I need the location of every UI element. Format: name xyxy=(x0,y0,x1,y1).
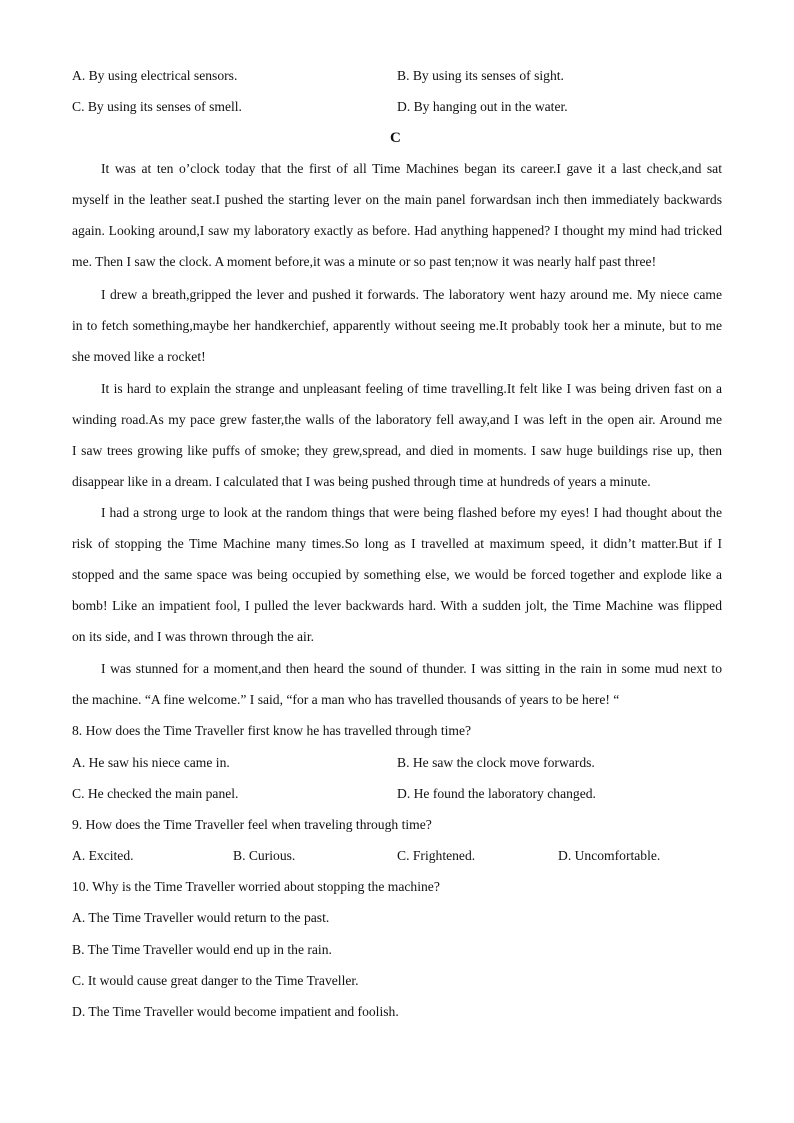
q8-option-b: B. He saw the clock move forwards. xyxy=(397,755,595,770)
section-heading: C xyxy=(390,130,401,146)
question-9: 9. How does the Time Traveller feel when traveling through time? xyxy=(72,817,432,832)
q10-option-a: A. The Time Traveller would return to the past. xyxy=(72,910,330,925)
passage-line: stopped and the same space was being occupied by something else, we would be forced together and explode like a xyxy=(72,567,722,582)
paragraph-2 xyxy=(72,286,722,379)
passage-line: in to fetch something,maybe her handkerchief, apparently without seeing me.It probably took her a minute, but to me xyxy=(72,318,722,333)
prev-option-b: B. By using its senses of sight. xyxy=(397,68,564,83)
q9-option-b: B. Curious. xyxy=(233,848,296,863)
passage-line: I had a strong urge to look at the random things that were being flashed before my eyes! I had thought about the xyxy=(101,505,722,520)
q10-option-d: D. The Time Traveller would become impatient and foolish. xyxy=(72,1004,399,1019)
passage-line: disappear like in a dream. I calculated that I was being pushed through time at hundreds of years a minute. xyxy=(72,474,651,489)
passage-line: It is hard to explain the strange and unpleasant feeling of time travelling.It felt like I was being driven fast on a xyxy=(101,381,722,396)
q8-option-c: C. He checked the main panel. xyxy=(72,786,239,801)
q9-option-c: C. Frightened. xyxy=(397,848,476,863)
prev-option-c: C. By using its senses of smell. xyxy=(72,99,242,114)
paragraph-4 xyxy=(72,504,722,659)
passage-line: I was stunned for a moment,and then heard the sound of thunder. I was sitting in the rain in some mud next to xyxy=(101,661,722,676)
question-8: 8. How does the Time Traveller first know he has travelled through time? xyxy=(72,723,472,738)
passage-line: again. Looking around,I saw my laboratory exactly as before. Had anything happened? I thought my mind had tricked xyxy=(72,223,722,238)
paragraph-3 xyxy=(72,380,722,504)
passage-line: on its side, and I was thrown through the air. xyxy=(72,629,315,644)
passage-line: I drew a breath,gripped the lever and pushed it forwards. The laboratory went hazy around me. My niece came xyxy=(101,287,722,302)
passage-line: the machine. “A fine welcome.” I said, “for a man who has travelled thousands of years to be here! “ xyxy=(72,692,620,707)
passage-line: bomb! Like an impatient fool, I pulled the lever backwards hard. With a sudden jolt, the Time Machine was flipped xyxy=(72,598,722,613)
paragraph-5 xyxy=(72,660,722,722)
question-10: 10. Why is the Time Traveller worried about stopping the machine? xyxy=(72,879,440,894)
q9-option-a: A. Excited. xyxy=(72,848,134,863)
passage-line: she moved like a rocket! xyxy=(72,349,206,364)
q8-option-a: A. He saw his niece came in. xyxy=(72,755,230,770)
q10-option-b: B. The Time Traveller would end up in the rain. xyxy=(72,942,332,957)
passage-line: I saw trees growing like puffs of smoke; they grew,spread, and died in moments. I saw huge buildings rise up, then xyxy=(72,443,722,458)
passage-line: myself in the leather seat.I pushed the starting lever on the main panel forwardsan inch then immediately backwards xyxy=(72,192,722,207)
prev-option-a: A. By using electrical sensors. xyxy=(72,68,238,83)
passage-line: me. Then I saw the clock. A moment before,it was a minute or so past ten;now it was nearly half past three! xyxy=(72,254,657,269)
q8-option-d: D. He found the laboratory changed. xyxy=(397,786,596,801)
passage-line: It was at ten o’clock today that the first of all Time Machines began its career.I gave it a last check,and sat xyxy=(101,161,722,176)
q9-option-d: D. Uncomfortable. xyxy=(558,848,661,863)
passage-line: winding road.As my pace grew faster,the walls of the laboratory fell away,and I was left in the open air. Around me xyxy=(72,412,722,427)
prev-option-d: D. By hanging out in the water. xyxy=(397,99,568,114)
passage-line: risk of stopping the Time Machine many times.So long as I travelled at maximum speed, it didn’t matter.But if I xyxy=(72,536,722,551)
q10-option-c: C. It would cause great danger to the Time Traveller. xyxy=(72,973,359,988)
paragraph-1 xyxy=(72,160,722,284)
